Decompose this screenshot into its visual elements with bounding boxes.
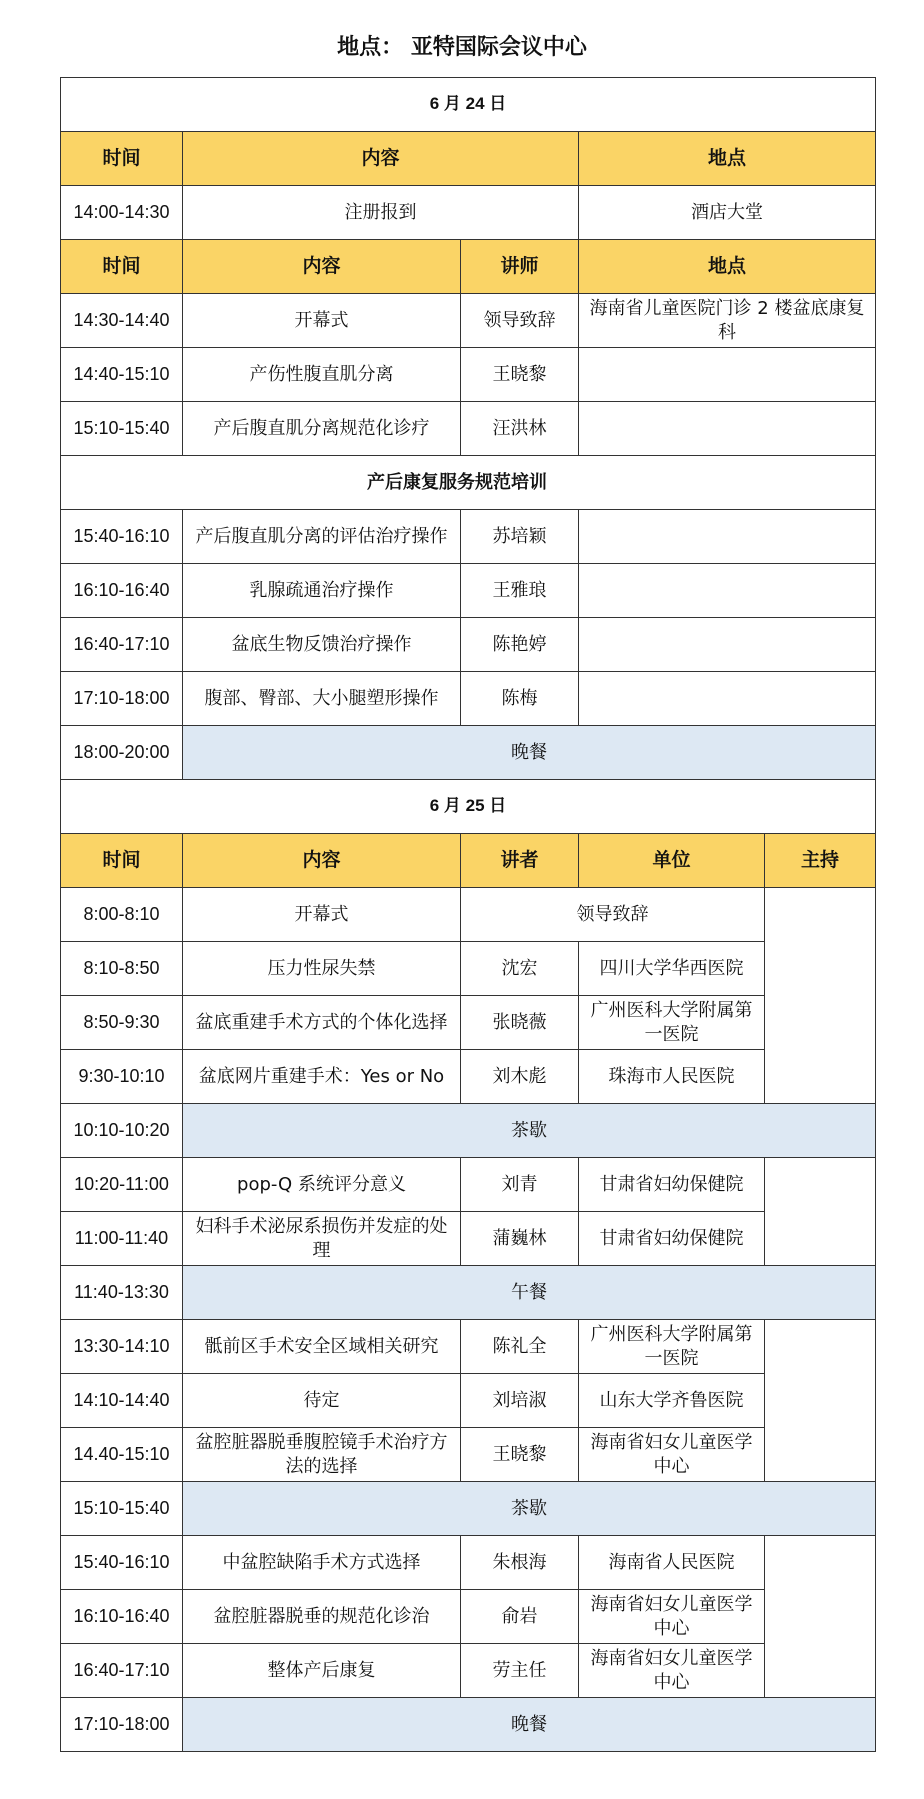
time-cell: 16:40-17:10	[61, 618, 183, 672]
content-cell: 注册报到	[183, 186, 579, 240]
location-cell: 酒店大堂	[579, 186, 876, 240]
table-row	[61, 1428, 876, 1482]
content-cell: 妇科手术泌尿系损伤并发症的处理	[183, 1212, 461, 1266]
speaker-cell: 王晓黎	[461, 1428, 579, 1482]
header-content: 内容	[183, 132, 579, 186]
location-cell	[579, 402, 876, 456]
time-cell: 8:50-9:30	[61, 996, 183, 1050]
table-row	[61, 996, 876, 1050]
meal-row	[61, 1698, 876, 1752]
time-cell: 15:10-15:40	[61, 1482, 183, 1536]
time-cell: 17:10-18:00	[61, 1698, 183, 1752]
content-cell: 盆腔脏器脱垂的规范化诊治	[183, 1590, 461, 1644]
break-row	[61, 1104, 876, 1158]
speaker-cell: 陈艳婷	[461, 618, 579, 672]
time-cell: 15:40-16:10	[61, 1536, 183, 1590]
speaker-cell: 蒲巍林	[461, 1212, 579, 1266]
host-cell	[765, 1320, 876, 1482]
meal-label: 午餐	[183, 1266, 876, 1320]
time-cell: 15:10-15:40	[61, 402, 183, 456]
speaker-cell: 朱根海	[461, 1536, 579, 1590]
content-cell: 盆底网片重建手术：Yes or No	[183, 1050, 461, 1104]
header-location: 地点	[579, 240, 876, 294]
header-time: 时间	[61, 132, 183, 186]
time-cell: 10:20-11:00	[61, 1158, 183, 1212]
table-row	[61, 186, 876, 240]
time-cell: 16:10-16:40	[61, 1590, 183, 1644]
speaker-cell: 王晓黎	[461, 348, 579, 402]
content-cell: 待定	[183, 1374, 461, 1428]
table-row	[61, 1158, 876, 1212]
date-row-day1	[61, 78, 876, 132]
speaker-cell: 刘木彪	[461, 1050, 579, 1104]
content-cell: 开幕式	[183, 888, 461, 942]
header-row	[61, 132, 876, 186]
speaker-cell: 陈梅	[461, 672, 579, 726]
time-cell: 11:00-11:40	[61, 1212, 183, 1266]
meal-label: 晚餐	[183, 726, 876, 780]
unit-cell: 甘肃省妇幼保健院	[579, 1212, 765, 1266]
header-time: 时间	[61, 834, 183, 888]
speaker-cell: 领导致辞	[461, 294, 579, 348]
schedule-table	[60, 77, 876, 1752]
speaker-cell: 王雅琅	[461, 564, 579, 618]
table-row	[61, 1590, 876, 1644]
location-cell: 海南省儿童医院门诊 2 楼盆底康复科	[579, 294, 876, 348]
unit-cell: 广州医科大学附属第一医院	[579, 1320, 765, 1374]
table-row	[61, 510, 876, 564]
table-row	[61, 1374, 876, 1428]
content-cell: pop-Q 系统评分意义	[183, 1158, 461, 1212]
speaker-cell: 沈宏	[461, 942, 579, 996]
unit-cell: 广州医科大学附属第一医院	[579, 996, 765, 1050]
content-cell: 盆底生物反馈治疗操作	[183, 618, 461, 672]
location-cell	[579, 564, 876, 618]
header-location: 地点	[579, 132, 876, 186]
table-row	[61, 1212, 876, 1266]
meal-row	[61, 1266, 876, 1320]
header-row	[61, 240, 876, 294]
content-cell: 压力性尿失禁	[183, 942, 461, 996]
unit-cell: 海南省人民医院	[579, 1536, 765, 1590]
header-content: 内容	[183, 240, 461, 294]
speaker-cell: 劳主任	[461, 1644, 579, 1698]
speaker-cell: 刘青	[461, 1158, 579, 1212]
table-row	[61, 942, 876, 996]
header-speaker: 讲师	[461, 240, 579, 294]
break-label: 茶歇	[183, 1482, 876, 1536]
time-cell: 14:40-15:10	[61, 348, 183, 402]
meal-label: 晚餐	[183, 1698, 876, 1752]
table-row	[61, 1644, 876, 1698]
speaker-cell: 张晓薇	[461, 996, 579, 1050]
date-cell: 6 月 25 日	[61, 780, 876, 834]
unit-cell: 海南省妇女儿童医学中心	[579, 1644, 765, 1698]
unit-cell: 珠海市人民医院	[579, 1050, 765, 1104]
time-cell: 15:40-16:10	[61, 510, 183, 564]
time-cell: 9:30-10:10	[61, 1050, 183, 1104]
header-speaker: 讲者	[461, 834, 579, 888]
break-label: 茶歇	[183, 1104, 876, 1158]
time-cell: 16:10-16:40	[61, 564, 183, 618]
time-cell: 11:40-13:30	[61, 1266, 183, 1320]
date-cell: 6 月 24 日	[61, 78, 876, 132]
time-cell: 8:10-8:50	[61, 942, 183, 996]
header-time: 时间	[61, 240, 183, 294]
table-row	[61, 618, 876, 672]
page-title: 地点： 亚特国际会议中心	[337, 35, 587, 60]
location-cell	[579, 348, 876, 402]
host-cell	[765, 1536, 876, 1698]
header-content: 内容	[183, 834, 461, 888]
host-cell	[765, 1158, 876, 1266]
table-row	[61, 402, 876, 456]
time-cell: 10:10-10:20	[61, 1104, 183, 1158]
content-cell: 开幕式	[183, 294, 461, 348]
speaker-cell: 陈礼全	[461, 1320, 579, 1374]
location-cell	[579, 510, 876, 564]
unit-cell: 山东大学齐鲁医院	[579, 1374, 765, 1428]
time-cell: 13:30-14:10	[61, 1320, 183, 1374]
host-cell	[765, 888, 876, 1104]
location-cell	[579, 618, 876, 672]
speaker-cell: 领导致辞	[461, 888, 765, 942]
time-cell: 14:30-14:40	[61, 294, 183, 348]
table-row	[61, 1536, 876, 1590]
unit-cell: 甘肃省妇幼保健院	[579, 1158, 765, 1212]
time-cell: 18:00-20:00	[61, 726, 183, 780]
section-row	[61, 456, 876, 510]
date-row-day2	[61, 780, 876, 834]
table-row	[61, 294, 876, 348]
content-cell: 腹部、臀部、大小腿塑形操作	[183, 672, 461, 726]
section-title: 产后康复服务规范培训	[367, 471, 547, 493]
content-cell: 骶前区手术安全区域相关研究	[183, 1320, 461, 1374]
speaker-cell: 汪洪林	[461, 402, 579, 456]
header-unit: 单位	[579, 834, 765, 888]
time-cell: 14.40-15:10	[61, 1428, 183, 1482]
table-row	[61, 1050, 876, 1104]
content-cell: 中盆腔缺陷手术方式选择	[183, 1536, 461, 1590]
table-row	[61, 564, 876, 618]
content-cell: 盆底重建手术方式的个体化选择	[183, 996, 461, 1050]
meal-row	[61, 726, 876, 780]
time-cell: 14:00-14:30	[61, 186, 183, 240]
unit-cell: 海南省妇女儿童医学中心	[579, 1428, 765, 1482]
location-cell	[579, 672, 876, 726]
content-cell: 盆腔脏器脱垂腹腔镜手术治疗方法的选择	[183, 1428, 461, 1482]
content-cell: 产后腹直肌分离的评估治疗操作	[183, 510, 461, 564]
table-row	[61, 1320, 876, 1374]
time-cell: 14:10-14:40	[61, 1374, 183, 1428]
unit-cell: 海南省妇女儿童医学中心	[579, 1590, 765, 1644]
break-row	[61, 1482, 876, 1536]
speaker-cell: 刘培淑	[461, 1374, 579, 1428]
speaker-cell: 苏培颖	[461, 510, 579, 564]
header-host: 主持	[765, 834, 876, 888]
table-row	[61, 888, 876, 942]
time-cell: 16:40-17:10	[61, 1644, 183, 1698]
content-cell: 整体产后康复	[183, 1644, 461, 1698]
unit-cell: 四川大学华西医院	[579, 942, 765, 996]
time-cell: 17:10-18:00	[61, 672, 183, 726]
speaker-cell: 俞岩	[461, 1590, 579, 1644]
time-cell: 8:00-8:10	[61, 888, 183, 942]
table-row	[61, 672, 876, 726]
content-cell: 产伤性腹直肌分离	[183, 348, 461, 402]
header-row	[61, 834, 876, 888]
table-row	[61, 348, 876, 402]
content-cell: 乳腺疏通治疗操作	[183, 564, 461, 618]
content-cell: 产后腹直肌分离规范化诊疗	[183, 402, 461, 456]
